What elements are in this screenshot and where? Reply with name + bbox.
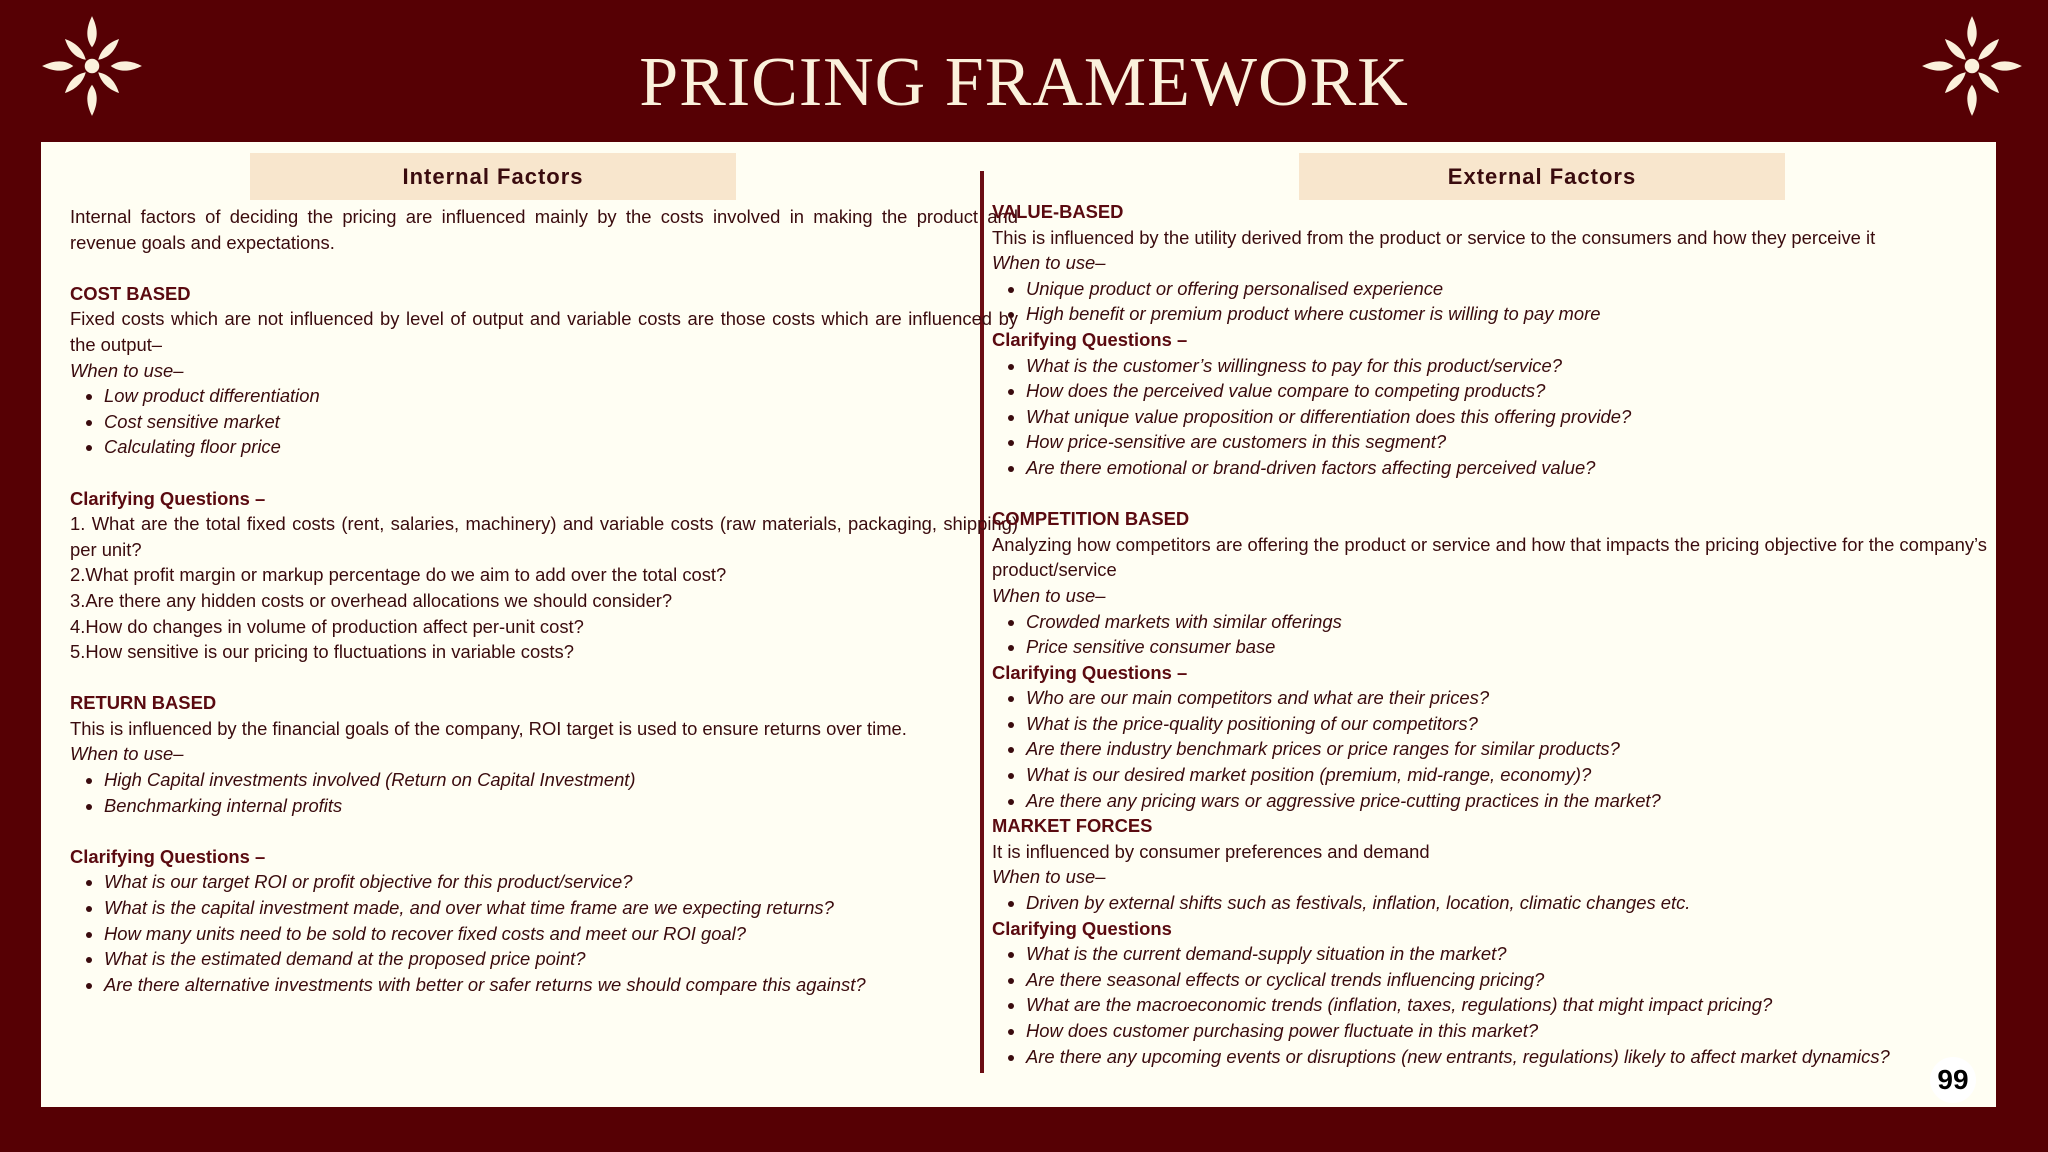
list-item: • Unique product or offering personalised experience (1026, 276, 1992, 302)
list-item: • Low product differentiation (104, 383, 1018, 409)
list-item: • How does customer purchasing power fluctuate in this market? (1026, 1018, 1992, 1044)
competition-questions-heading: Clarifying Questions – (992, 661, 1188, 683)
external-factors-header: External Factors (1299, 153, 1785, 200)
list-item: • What unique value proposition or differentiation does this offering provide? (1026, 404, 1992, 430)
return-uses-list (70, 767, 1018, 818)
internal-factors-column (70, 204, 1018, 997)
list-item: • Are there emotional or brand-driven factors affecting perceived value? (1026, 455, 1992, 481)
value-when-label: When to use– (992, 252, 1106, 274)
list-item: • What is the price-quality positioning of our competitors? (1026, 711, 1992, 737)
list-item: • Who are our main competitors and what are their prices? (1026, 685, 1992, 711)
page-title: PRICING FRAMEWORK (639, 44, 1409, 121)
return-based-desc: This is influenced by the financial goals of the company, ROI target is used to ensure returns over time. (70, 717, 907, 739)
cost-questions-heading: Clarifying Questions – (70, 487, 266, 509)
market-forces-heading: MARKET FORCES (992, 815, 1153, 837)
value-questions-heading: Clarifying Questions – (992, 328, 1188, 350)
list-item: • Are there any upcoming events or disruptions (new entrants, regulations) likely to affect market dynamics? (1026, 1044, 1992, 1070)
internal-intro: Internal factors of deciding the pricing are influenced mainly by the costs involved in making the product and revenue goals and expectations. (70, 206, 1018, 253)
competition-uses-list (992, 609, 1992, 660)
value-based-heading: VALUE-BASED (992, 201, 1124, 222)
list-item: • What is the estimated demand at the proposed price point? (104, 946, 1018, 972)
list-item: 2.What profit margin or markup percentage do we aim to add over the total cost? (70, 564, 727, 586)
competition-based-desc: Analyzing how competitors are offering the product or service and how that impacts the pricing objective for the company’s product/service (992, 533, 1987, 581)
list-item: • Are there any pricing wars or aggressive price-cutting practices in the market? (1026, 788, 1992, 814)
market-forces-desc: It is influenced by consumer preferences and demand (992, 840, 1430, 862)
list-item: • High Capital investments involved (Return on Capital Investment) (104, 767, 1018, 793)
value-questions-list (992, 353, 1992, 481)
internal-factors-header: Internal Factors (250, 153, 736, 200)
return-based-heading: RETURN BASED (70, 692, 217, 714)
list-item: • Are there seasonal effects or cyclical trends influencing pricing? (1026, 967, 1992, 993)
list-item: 5.How sensitive is our pricing to fluctuations in variable costs? (70, 641, 574, 663)
list-item: • What is the current demand-supply situation in the market? (1026, 941, 1992, 967)
list-item: • How many units need to be sold to recover fixed costs and meet our ROI goal? (104, 921, 1018, 947)
cost-based-desc: Fixed costs which are not influenced by level of output and variable costs are those costs which are influenced by the output– (70, 308, 1018, 355)
cost-based-heading: COST BASED (70, 282, 191, 304)
list-item: • Benchmarking internal profits (104, 793, 1018, 819)
value-uses-list (992, 276, 1992, 327)
list-item: • Price sensitive consumer base (1026, 634, 1992, 660)
list-item: • High benefit or premium product where customer is willing to pay more (1026, 301, 1992, 327)
list-item: 3.Are there any hidden costs or overhead allocations we should consider? (70, 589, 673, 611)
return-questions-heading: Clarifying Questions – (70, 845, 266, 867)
return-questions-list (70, 869, 1018, 997)
competition-when-label: When to use– (992, 584, 1106, 606)
cost-when-label: When to use– (70, 359, 184, 381)
list-item: • How price-sensitive are customers in this segment? (1026, 429, 1992, 455)
list-item: • Crowded markets with similar offerings (1026, 609, 1992, 635)
list-item: • What is our target ROI or profit objective for this product/service? (104, 869, 1018, 895)
list-item: • Are there alternative investments with better or safer returns we should compare this against? (104, 972, 1018, 998)
value-based-desc: This is influenced by the utility derived from the product or service to the consumers and how they perceive it (992, 226, 1876, 248)
market-when-label: When to use– (992, 866, 1106, 888)
market-questions-list (992, 941, 1992, 1069)
list-item: • How does the perceived value compare to competing products? (1026, 378, 1992, 404)
list-item: • Calculating floor price (104, 434, 1018, 460)
list-item: • Are there industry benchmark prices or price ranges for similar products? (1026, 736, 1992, 762)
competition-questions-list (992, 685, 1992, 813)
list-item: • Driven by external shifts such as festivals, inflation, location, climatic changes etc. (1026, 890, 1992, 916)
page-number-badge: 99 (1930, 1057, 1976, 1103)
external-factors-column (992, 199, 1992, 1069)
list-item: • What is our desired market position (premium, mid-range, economy)? (1026, 762, 1992, 788)
cost-uses-list (70, 383, 1018, 460)
list-item: 4.How do changes in volume of production affect per-unit cost? (70, 615, 584, 637)
list-item: 1. What are the total fixed costs (rent, salaries, machinery) and variable costs (raw materials, packaging, shipping) per unit? (70, 513, 1018, 560)
content-panel (41, 142, 1996, 1107)
market-uses-list (992, 890, 1992, 916)
list-item: • What is the customer’s willingness to pay for this product/service? (1026, 353, 1992, 379)
competition-based-heading: COMPETITION BASED (992, 508, 1190, 530)
list-item: • What are the macroeconomic trends (inflation, taxes, regulations) that might impact pricing? (1026, 992, 1992, 1018)
return-when-label: When to use– (70, 743, 184, 765)
list-item: • Cost sensitive market (104, 409, 1018, 435)
list-item: • What is the capital investment made, and over what time frame are we expecting returns? (104, 895, 1018, 921)
market-questions-heading: Clarifying Questions (992, 917, 1172, 939)
